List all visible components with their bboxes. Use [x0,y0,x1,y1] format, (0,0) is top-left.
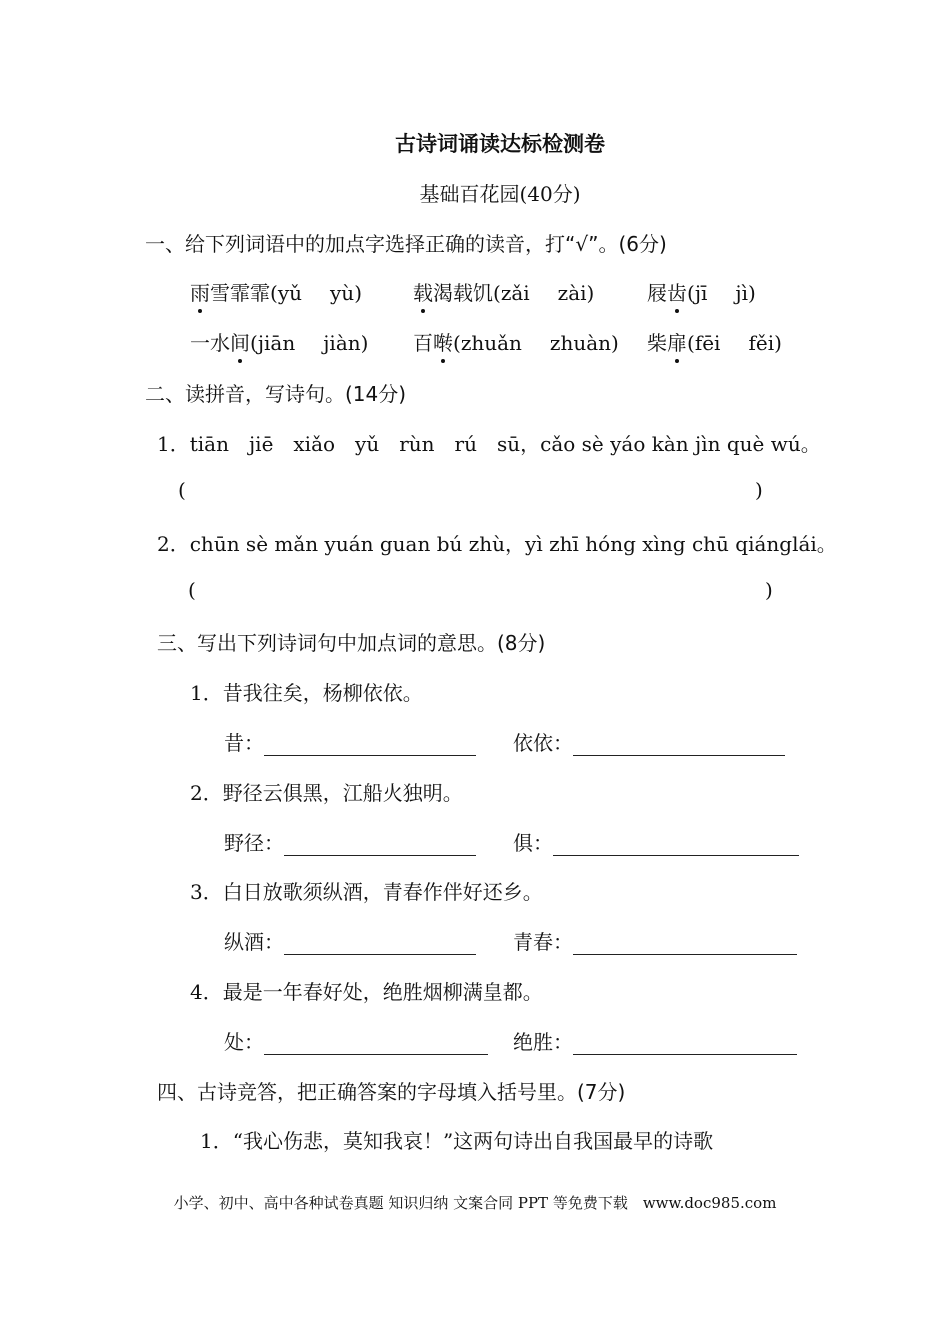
answer-row: 绝胜： [513,1026,797,1055]
dotted-char: 扉 [667,327,687,356]
answer-blank[interactable] [573,932,797,955]
word-item: 载渴载饥(zǎi zài) [413,277,594,306]
answer-paren-open[interactable]: ( [188,578,196,602]
answer-paren-close: ) [765,578,773,602]
answer-blank[interactable] [284,932,476,955]
poem-line: 2．野径云俱黑，江船火独明。 [190,781,463,805]
answer-paren-open[interactable]: ( [178,478,186,502]
word-item: 柴扉(fēi fěi) [647,327,782,356]
answer-blank[interactable] [264,733,476,756]
answer-paren-close: ) [755,478,763,502]
answer-row: 依依： [513,727,785,756]
word-item: 雨雪霏霏(yǔ yù) [190,277,362,306]
word-item: 屐齿(jī jì) [647,277,756,306]
dotted-char: 雨 [190,277,210,306]
answer-row: 处： [224,1026,488,1055]
word-item: 一水间(jiān jiàn) [190,327,368,356]
answer-row: 青春： [513,926,797,955]
section-4-heading: 四、古诗竞答，把正确答案的字母填入括号里。(7分) [157,1080,626,1104]
dotted-char: 载 [413,277,433,306]
dotted-char: 间 [230,327,250,356]
poem-line: 1．昔我往矣，杨柳依依。 [190,681,423,705]
page-footer: 小学、初中、高中各种试卷真题 知识归纳 文案合同 PPT 等免费下载 www.doc985.com [173,1194,777,1212]
answer-blank[interactable] [284,833,476,856]
answer-blank[interactable] [573,733,785,756]
poem-line: 3．白日放歌须纵酒，青春作伴好还乡。 [190,880,543,904]
pinyin-line: 2．chūn sè mǎn yuán guan bú zhù，yì zhī hóng xìng chū qiánglái。 [157,532,837,556]
section-3-heading: 三、写出下列诗词句中加点词的意思。(8分) [157,631,546,655]
dotted-char: 齿 [667,277,687,306]
answer-blank[interactable] [264,1032,488,1055]
question-line: 1．“我心伤悲，莫知我哀！”这两句诗出自我国最早的诗歌 [200,1129,714,1153]
page-subtitle: 基础百花园(40分) [419,182,581,206]
word-item: 百啭(zhuǎn zhuàn) [413,327,619,356]
answer-row: 纵酒： [224,926,476,955]
page-title: 古诗词诵读达标检测卷 [395,132,605,156]
pinyin-line: 1．tiān jiē xiǎo yǔ rùn rú sū，cǎo sè yáo kàn jìn què wú。 [157,432,821,456]
answer-blank[interactable] [553,833,799,856]
dotted-char: 啭 [433,327,453,356]
section-1-heading: 一、给下列词语中的加点字选择正确的读音，打“√”。(6分) [145,232,667,256]
answer-row: 俱： [513,827,799,856]
poem-line: 4．最是一年春好处，绝胜烟柳满皇都。 [190,980,543,1004]
answer-blank[interactable] [573,1032,797,1055]
section-2-heading: 二、读拼音，写诗句。(14分) [145,382,407,406]
answer-row: 野径： [224,827,476,856]
answer-row: 昔： [224,727,476,756]
